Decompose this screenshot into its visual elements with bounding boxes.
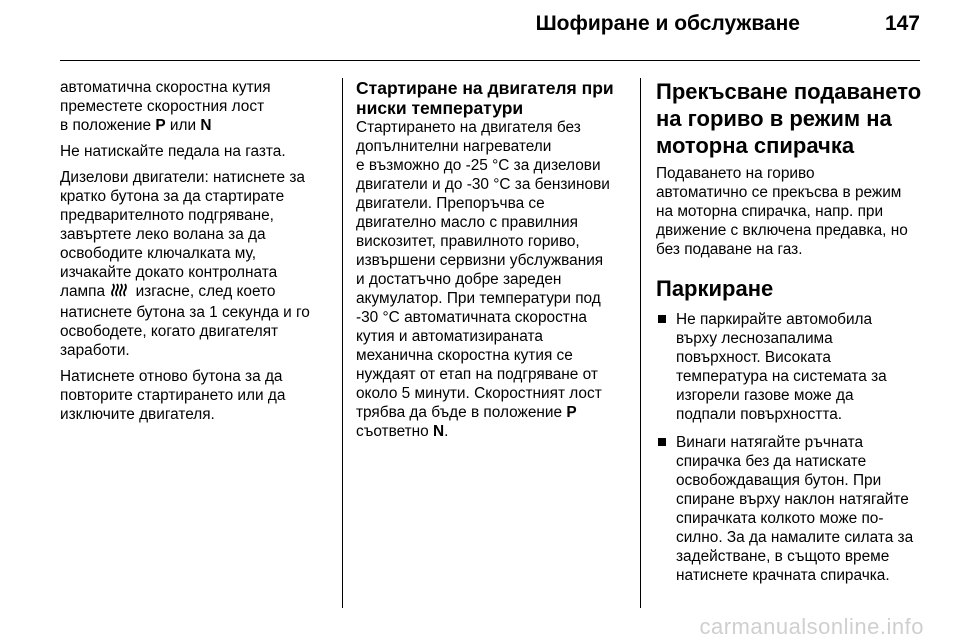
parking-bullet-list bbox=[656, 310, 924, 585]
heading-parking: Паркиране bbox=[656, 276, 774, 301]
bullet-text: Винаги натягайте ръчната спирачка без да натискате освобождаващия бутон. При спиране върху наклон натягайте спирачката колкото може по- силно. За да намалите силата за задействане, в същото време натиснете крачната спирачка. bbox=[676, 434, 914, 584]
list-item bbox=[656, 433, 924, 585]
watermark: carmanualsonline.info bbox=[699, 614, 924, 639]
heading-cold-start: Стартиране на двигателя при ниски температури bbox=[356, 78, 614, 118]
heading-fuel-cutoff: Прекъсване подаването на гориво в режим на моторна спирачка bbox=[656, 79, 922, 158]
text-diesel-before: Дизелови двигатели: натиснете за кратко бутона за да стартирате предварителното подгряване, завъртете леко волана за да освободите ключалката му, изчакайте докато контролната лампа bbox=[60, 169, 305, 300]
square-bullet-icon bbox=[658, 315, 666, 323]
column-divider-left bbox=[342, 78, 343, 608]
text-diesel-after: изгасне, след което натиснете бутона за 1 секунда и го освободете, когато двигателят заработи. bbox=[60, 283, 310, 359]
glow-plug-icon bbox=[111, 283, 129, 303]
text-shift-lever: автоматична скоростна кутия преместете скоростния лост в положение bbox=[60, 79, 271, 134]
column-left bbox=[60, 78, 335, 431]
page-header-title: Шофиране и обслужване bbox=[535, 12, 800, 35]
paragraph-fuel-cutoff: Подаването на гориво автоматично се прекъсва в режим на моторна спирачка, напр. при движение с включена предавка, но без подаване на газ. bbox=[656, 165, 908, 258]
list-item bbox=[656, 310, 924, 424]
gear-p-label: P bbox=[155, 117, 166, 134]
page-number: 147 bbox=[884, 12, 920, 35]
paragraph-cold-start bbox=[356, 118, 628, 441]
text-cold-start: Стартирането на двигателя без допълнителни нагреватели е възможно до -25 °C за дизелови двигатели и до -30 °C за бензинови двигатели. Препоръчва се двигателно масло с правилния вискозитет, правилното гориво, извършени сервизни убслужвания и достатъчно добре зареден акумулатор. При температури под -30 °C автоматичната скоростна кутия и автоматизираната механична скоростна кутия се нуждаят от етап на подгряване от около 5 минути. Скоростният лост трябва да бъде в положение bbox=[356, 119, 610, 421]
text-period: . bbox=[444, 423, 449, 440]
header-divider bbox=[60, 60, 920, 61]
square-bullet-icon bbox=[658, 438, 666, 446]
column-divider-right bbox=[640, 78, 641, 608]
paragraph-no-throttle: Не натискайте педала на газта. bbox=[60, 143, 286, 160]
paragraph-shift-lever bbox=[60, 78, 335, 135]
column-right bbox=[656, 78, 924, 594]
paragraph-repeat-start: Натиснете отново бутона за да повторите стартирането или да изключите двигателя. bbox=[60, 368, 286, 423]
bullet-text: Не паркирайте автомобила върху леснозапалима повърхност. Високата температура на системата за изгорели газове може да подпали повърхността. bbox=[676, 311, 887, 423]
gear-n-label: N bbox=[200, 117, 212, 134]
text-respectively: съответно bbox=[356, 423, 429, 440]
paragraph-diesel-start bbox=[60, 168, 335, 360]
text-or: или bbox=[165, 117, 201, 134]
gear-p-label-2: P bbox=[566, 404, 577, 421]
column-middle bbox=[356, 78, 628, 448]
gear-n-label-2: N bbox=[433, 423, 445, 440]
